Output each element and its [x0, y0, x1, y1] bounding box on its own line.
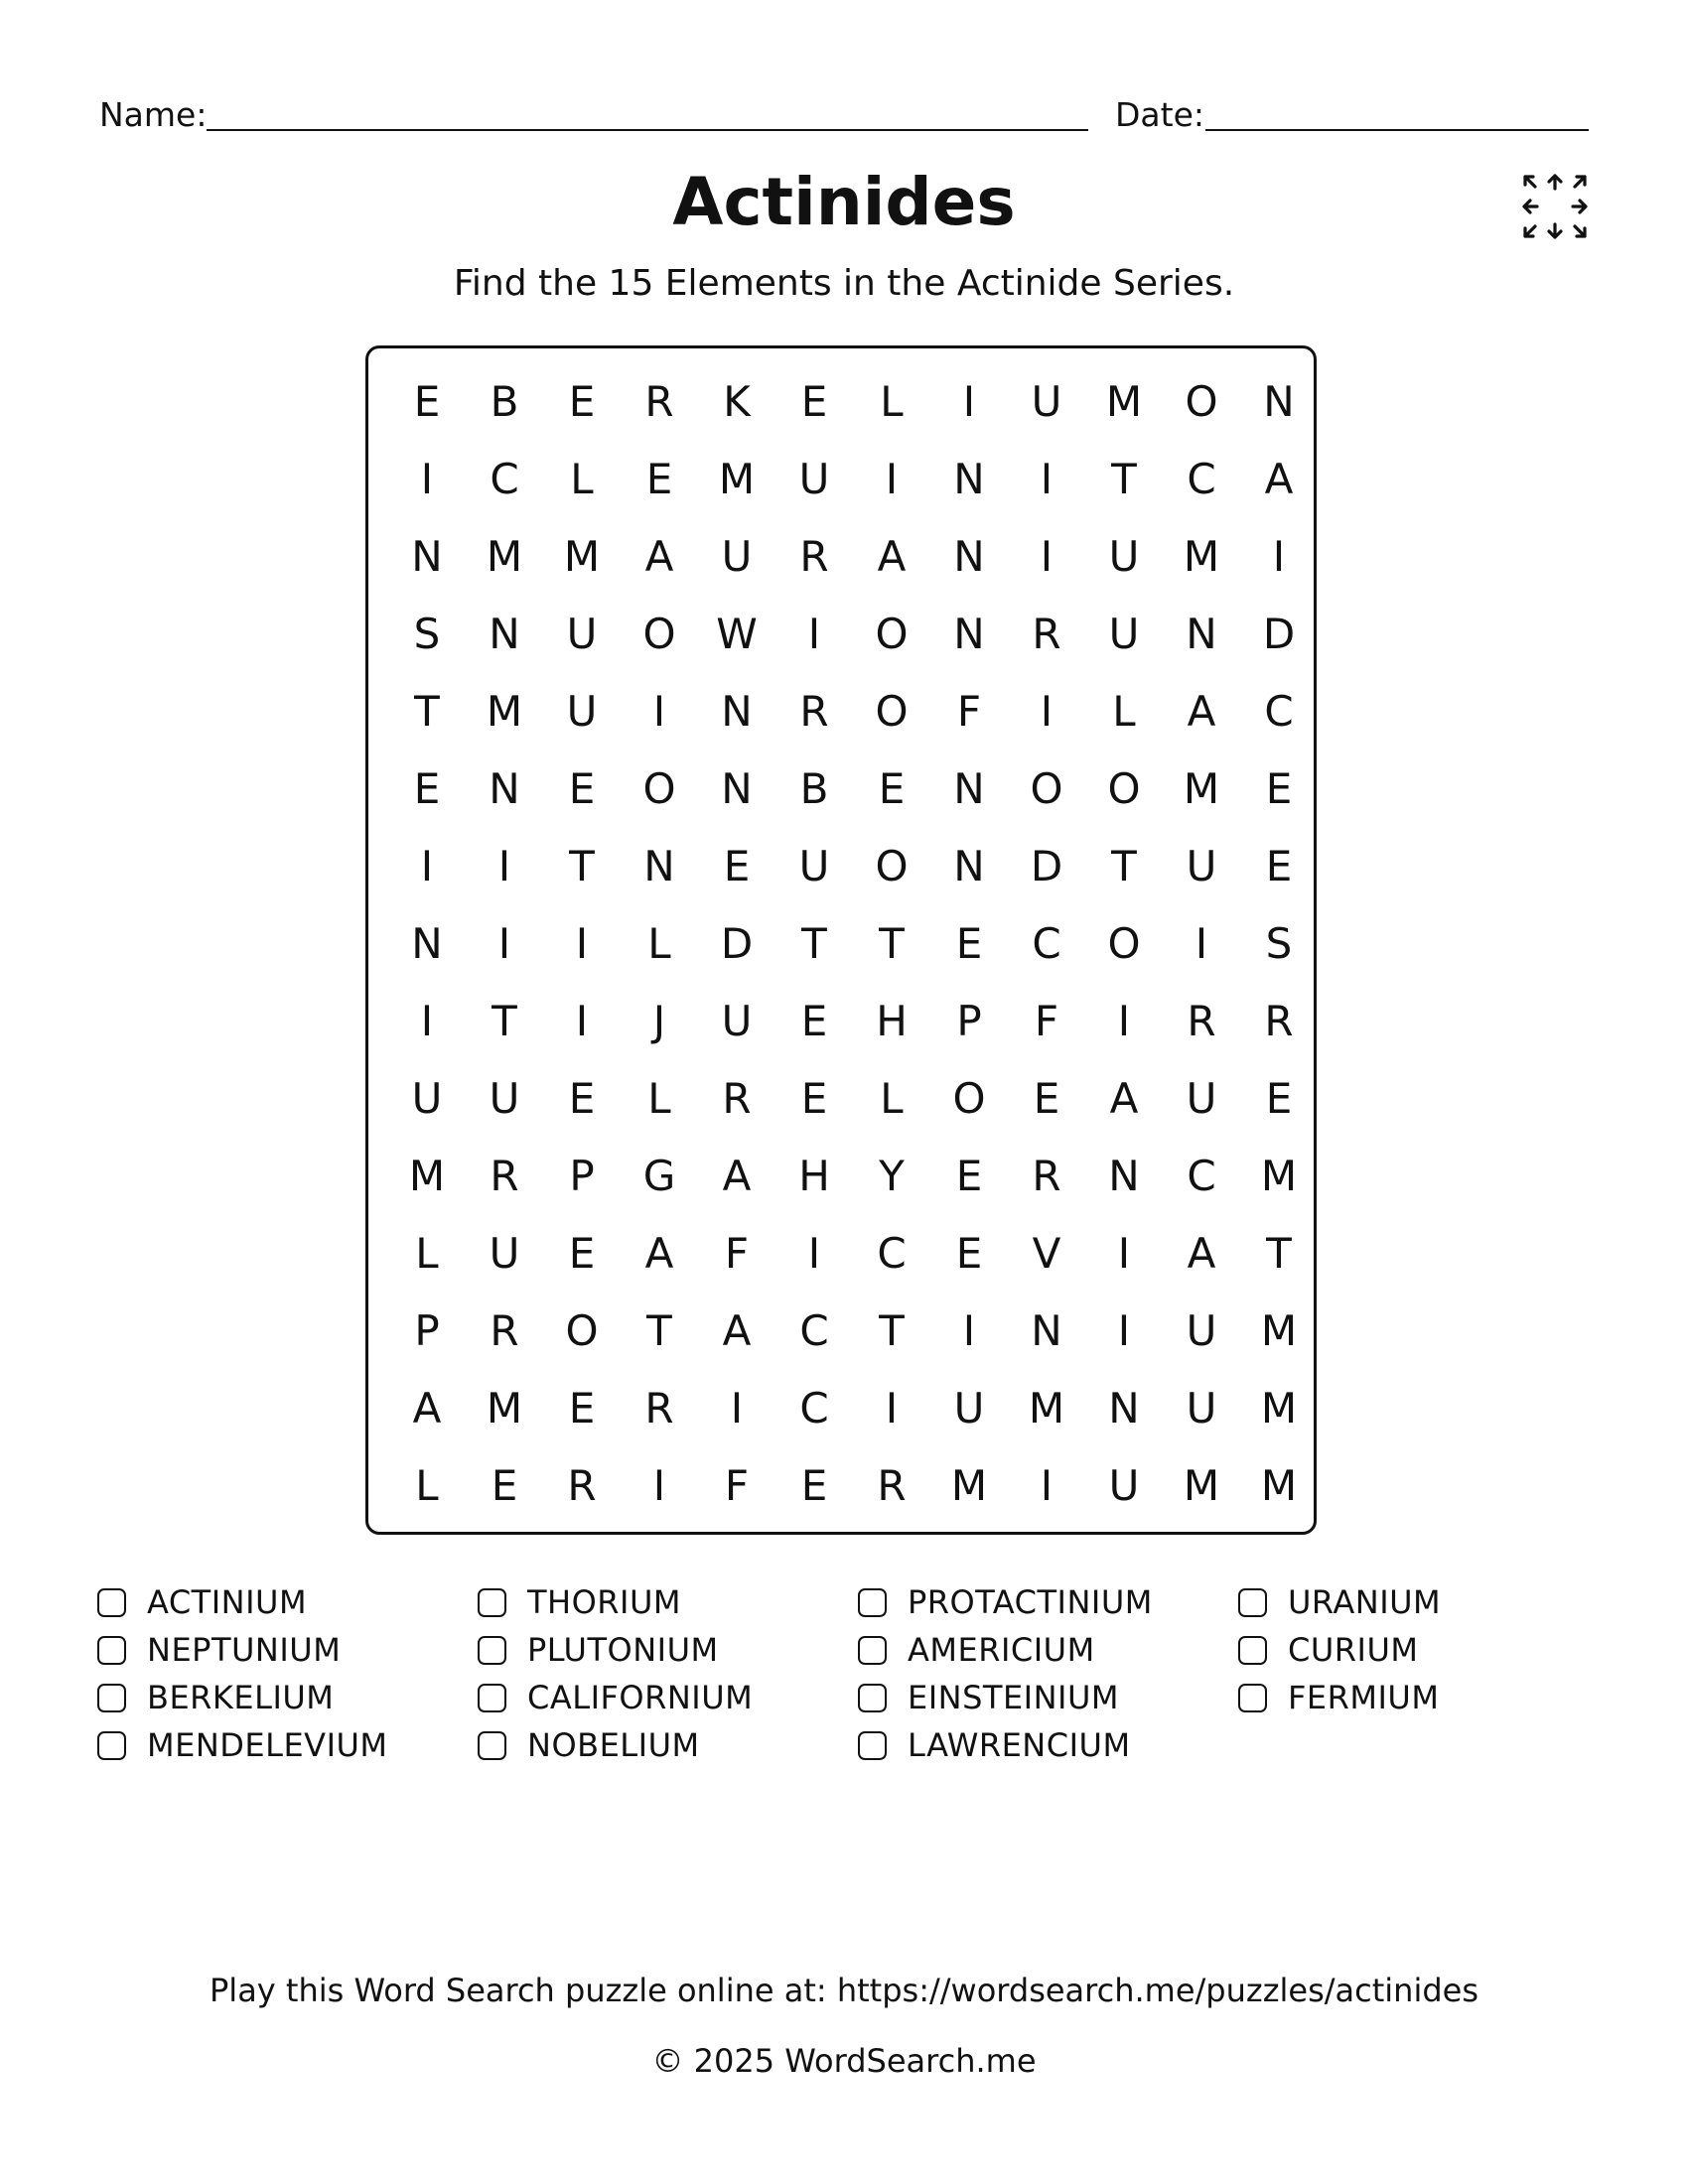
grid-letter[interactable]: A: [1187, 1228, 1216, 1278]
grid-letter[interactable]: I: [652, 1460, 666, 1510]
grid-letter[interactable]: U: [1186, 1383, 1217, 1433]
grid-letter[interactable]: L: [880, 376, 904, 426]
word-list-item: [1238, 1626, 1618, 1674]
grid-letter[interactable]: R: [490, 1305, 519, 1355]
grid-letter[interactable]: L: [647, 918, 671, 968]
grid-letter[interactable]: L: [1112, 686, 1136, 736]
grid-letter[interactable]: R: [1032, 609, 1061, 658]
grid-letter[interactable]: M: [1105, 376, 1143, 426]
grid-letter[interactable]: A: [644, 531, 674, 581]
word-label: EINSTEINIUM: [908, 1679, 1120, 1716]
grid-letter[interactable]: D: [1262, 609, 1296, 658]
grid-letter[interactable]: U: [798, 454, 830, 503]
grid-letter[interactable]: M: [1183, 531, 1220, 581]
grid-letter[interactable]: T: [492, 996, 517, 1045]
grid-letter[interactable]: J: [652, 996, 666, 1045]
grid-letter[interactable]: O: [875, 841, 909, 890]
grid-letter[interactable]: I: [807, 1228, 821, 1278]
word-checkbox[interactable]: [478, 1684, 506, 1712]
word-checkbox[interactable]: [97, 1684, 126, 1712]
grid-letter[interactable]: C: [1187, 1151, 1216, 1200]
grid-letter[interactable]: F: [1034, 996, 1059, 1045]
grid-letter[interactable]: M: [1260, 1460, 1298, 1510]
grid-letter[interactable]: E: [491, 1460, 518, 1510]
word-checkbox[interactable]: [97, 1731, 126, 1760]
grid-letter[interactable]: A: [1187, 686, 1216, 736]
grid-letter[interactable]: I: [1040, 454, 1054, 503]
grid-letter[interactable]: M: [950, 1460, 988, 1510]
grid-letter[interactable]: R: [799, 686, 829, 736]
grid-letter[interactable]: S: [1265, 918, 1293, 968]
grid-letter[interactable]: E: [645, 454, 673, 503]
grid-letter[interactable]: O: [1030, 763, 1063, 813]
grid-letter[interactable]: A: [722, 1305, 752, 1355]
grid-letter[interactable]: H: [876, 996, 908, 1045]
word-checkbox[interactable]: [1238, 1588, 1267, 1617]
word-list-item: [1238, 1578, 1618, 1626]
grid-letter[interactable]: E: [955, 1228, 983, 1278]
grid-letter[interactable]: I: [807, 609, 821, 658]
grid-letter[interactable]: U: [1031, 376, 1062, 426]
grid-letter[interactable]: I: [1117, 996, 1131, 1045]
grid-letter[interactable]: L: [570, 454, 594, 503]
word-list-item: [858, 1578, 1238, 1626]
grid-letter[interactable]: R: [722, 1073, 752, 1123]
grid-letter[interactable]: M: [1183, 763, 1220, 813]
grid-letter[interactable]: C: [799, 1383, 829, 1433]
word-label: AMERICIUM: [908, 1631, 1095, 1669]
grid-letter[interactable]: M: [486, 686, 523, 736]
grid-letter[interactable]: N: [1186, 609, 1217, 658]
grid-letter[interactable]: D: [720, 918, 754, 968]
word-checkbox[interactable]: [1238, 1684, 1267, 1712]
grid-letter[interactable]: C: [1032, 918, 1061, 968]
grid-letter[interactable]: U: [1108, 531, 1140, 581]
name-field[interactable]: [207, 129, 1088, 131]
grid-letter[interactable]: I: [730, 1383, 744, 1433]
grid-letter[interactable]: O: [642, 763, 676, 813]
grid-letter[interactable]: U: [411, 1073, 443, 1123]
grid-letter[interactable]: E: [413, 763, 441, 813]
word-label: FERMIUM: [1288, 1679, 1440, 1716]
grid-letter[interactable]: I: [885, 454, 899, 503]
grid-letter[interactable]: E: [568, 376, 596, 426]
grid-letter[interactable]: R: [644, 376, 674, 426]
word-label: BERKELIUM: [147, 1679, 335, 1716]
grid-letter[interactable]: M: [486, 531, 523, 581]
grid-letter[interactable]: P: [414, 1305, 440, 1355]
grid-letter[interactable]: N: [953, 609, 985, 658]
grid-letter[interactable]: T: [1266, 1228, 1292, 1278]
grid-letter[interactable]: L: [415, 1460, 439, 1510]
word-label: PLUTONIUM: [527, 1631, 719, 1669]
grid-letter[interactable]: T: [646, 1305, 672, 1355]
grid-letter[interactable]: U: [1186, 841, 1217, 890]
grid-letter[interactable]: I: [420, 996, 434, 1045]
grid-letter[interactable]: A: [644, 1228, 674, 1278]
grid-letter[interactable]: C: [877, 1228, 907, 1278]
grid-letter[interactable]: W: [716, 609, 758, 658]
word-label: LAWRENCIUM: [908, 1726, 1131, 1764]
grid-letter[interactable]: Y: [879, 1151, 905, 1200]
word-checkbox[interactable]: [478, 1588, 506, 1617]
copyright: © 2025 WordSearch.me: [651, 2042, 1037, 2080]
grid-letter[interactable]: O: [1107, 918, 1141, 968]
directions-arrows-icon: [1521, 173, 1589, 240]
grid-letter[interactable]: U: [566, 609, 598, 658]
grid-letter[interactable]: I: [1040, 531, 1054, 581]
grid-letter[interactable]: N: [953, 763, 985, 813]
word-label: PROTACTINIUM: [908, 1583, 1153, 1621]
grid-letter[interactable]: A: [1264, 454, 1294, 503]
grid-letter[interactable]: R: [1032, 1151, 1061, 1200]
grid-letter[interactable]: T: [879, 918, 905, 968]
grid-letter[interactable]: T: [879, 1305, 905, 1355]
grid-letter[interactable]: B: [799, 763, 829, 813]
grid-letter[interactable]: N: [1108, 1151, 1140, 1200]
word-checkbox[interactable]: [1238, 1636, 1267, 1665]
grid-letter[interactable]: N: [1108, 1383, 1140, 1433]
grid-letter[interactable]: O: [875, 686, 909, 736]
instructions: Find the 15 Elements in the Actinide Series.: [453, 263, 1235, 304]
grid-letter[interactable]: U: [1108, 1460, 1140, 1510]
word-checkbox[interactable]: [858, 1731, 887, 1760]
date-field[interactable]: [1205, 129, 1589, 131]
grid-letter[interactable]: G: [642, 1151, 676, 1200]
grid-letter[interactable]: I: [1040, 1460, 1054, 1510]
grid-letter[interactable]: I: [1117, 1305, 1131, 1355]
word-list-item: [478, 1721, 858, 1769]
grid-letter[interactable]: I: [1117, 1228, 1131, 1278]
grid-letter[interactable]: N: [489, 609, 520, 658]
word-list-item: [97, 1721, 478, 1769]
grid-letter[interactable]: C: [1187, 454, 1216, 503]
grid-letter[interactable]: R: [490, 1151, 519, 1200]
grid-letter[interactable]: E: [955, 1151, 983, 1200]
grid-letter[interactable]: S: [413, 609, 441, 658]
grid-letter[interactable]: E: [800, 1073, 828, 1123]
grid-letter[interactable]: C: [1264, 686, 1294, 736]
grid-letter[interactable]: N: [721, 686, 753, 736]
word-list-item: [858, 1721, 1238, 1769]
word-list-item: [1238, 1674, 1618, 1721]
grid-letter[interactable]: R: [644, 1383, 674, 1433]
grid-letter[interactable]: E: [800, 376, 828, 426]
grid-letter[interactable]: U: [721, 531, 753, 581]
word-list-item: [858, 1626, 1238, 1674]
grid-letter[interactable]: R: [877, 1460, 907, 1510]
word-checkbox[interactable]: [478, 1636, 506, 1665]
grid-letter[interactable]: L: [415, 1228, 439, 1278]
grid-letter[interactable]: N: [1263, 376, 1295, 426]
grid-letter[interactable]: C: [490, 454, 519, 503]
grid-letter[interactable]: D: [1030, 841, 1063, 890]
word-checkbox[interactable]: [858, 1588, 887, 1617]
grid-letter[interactable]: N: [1031, 1305, 1062, 1355]
word-list-item: [478, 1626, 858, 1674]
word-checkbox[interactable]: [478, 1731, 506, 1760]
word-label: URANIUM: [1288, 1583, 1442, 1621]
grid-letter[interactable]: U: [489, 1228, 520, 1278]
word-checkbox[interactable]: [97, 1636, 126, 1665]
grid-letter[interactable]: I: [1272, 531, 1286, 581]
page-title: Actinides: [672, 164, 1016, 240]
letter-grid: [388, 362, 1318, 1524]
grid-letter[interactable]: U: [1108, 609, 1140, 658]
grid-letter[interactable]: A: [412, 1383, 442, 1433]
grid-letter[interactable]: M: [563, 531, 601, 581]
word-list-item: [858, 1674, 1238, 1721]
grid-letter[interactable]: E: [568, 1383, 596, 1433]
word-checkbox[interactable]: [858, 1684, 887, 1712]
grid-letter[interactable]: U: [566, 686, 598, 736]
grid-letter[interactable]: K: [723, 376, 751, 426]
word-checkbox[interactable]: [97, 1588, 126, 1617]
word-checkbox[interactable]: [858, 1636, 887, 1665]
grid-letter[interactable]: E: [568, 1073, 596, 1123]
grid-letter[interactable]: I: [575, 996, 589, 1045]
grid-letter[interactable]: T: [414, 686, 440, 736]
grid-letter[interactable]: F: [724, 1460, 750, 1510]
grid-letter[interactable]: U: [721, 996, 753, 1045]
grid-letter[interactable]: E: [1033, 1073, 1060, 1123]
grid-letter[interactable]: H: [798, 1151, 830, 1200]
word-label: NEPTUNIUM: [147, 1631, 342, 1669]
grid-letter[interactable]: M: [1183, 1460, 1220, 1510]
grid-letter[interactable]: I: [1195, 918, 1208, 968]
grid-letter[interactable]: F: [956, 686, 982, 736]
name-date-row: [99, 91, 1589, 137]
grid-letter[interactable]: E: [723, 841, 751, 890]
grid-letter[interactable]: L: [647, 1073, 671, 1123]
grid-letter[interactable]: R: [1187, 996, 1216, 1045]
grid-letter[interactable]: E: [1265, 763, 1293, 813]
word-label: NOBELIUM: [527, 1726, 700, 1764]
grid-letter[interactable]: T: [1111, 841, 1137, 890]
grid-letter[interactable]: M: [408, 1151, 446, 1200]
word-list-item: [97, 1674, 478, 1721]
grid-letter[interactable]: I: [575, 918, 589, 968]
grid-letter[interactable]: M: [1028, 1383, 1065, 1433]
grid-letter[interactable]: T: [1111, 454, 1137, 503]
grid-letter[interactable]: O: [565, 1305, 599, 1355]
grid-letter[interactable]: M: [1260, 1383, 1298, 1433]
grid-letter[interactable]: U: [1186, 1305, 1217, 1355]
grid-letter[interactable]: I: [1040, 686, 1054, 736]
grid-letter[interactable]: M: [718, 454, 756, 503]
grid-letter[interactable]: I: [885, 1383, 899, 1433]
date-label: Date:: [1115, 95, 1204, 134]
grid-letter[interactable]: E: [878, 763, 906, 813]
grid-letter[interactable]: U: [1186, 1073, 1217, 1123]
grid-letter[interactable]: M: [486, 1383, 523, 1433]
grid-letter[interactable]: I: [420, 841, 434, 890]
grid-letter[interactable]: E: [568, 763, 596, 813]
grid-letter[interactable]: O: [1107, 763, 1141, 813]
grid-letter[interactable]: N: [953, 531, 985, 581]
grid-letter[interactable]: R: [799, 531, 829, 581]
grid-letter[interactable]: A: [722, 1151, 752, 1200]
grid-letter[interactable]: O: [642, 609, 676, 658]
online-link-text: Play this Word Search puzzle online at: https://wordsearch.me/puzzles/actinides: [210, 1972, 1478, 2009]
grid-letter[interactable]: N: [721, 763, 753, 813]
grid-letter[interactable]: P: [569, 1151, 595, 1200]
grid-letter[interactable]: I: [420, 454, 434, 503]
grid-letter[interactable]: B: [490, 376, 519, 426]
grid-letter[interactable]: I: [497, 918, 511, 968]
grid-letter[interactable]: U: [953, 1383, 985, 1433]
name-label: Name:: [99, 95, 208, 134]
grid-letter[interactable]: O: [952, 1073, 986, 1123]
word-label: THORIUM: [527, 1583, 681, 1621]
word-label: MENDELEVIUM: [147, 1726, 388, 1764]
grid-letter[interactable]: A: [1109, 1073, 1139, 1123]
grid-letter[interactable]: N: [411, 918, 443, 968]
word-list-item: [97, 1626, 478, 1674]
word-list-item: [478, 1674, 858, 1721]
word-list-item: [478, 1578, 858, 1626]
grid-letter[interactable]: F: [724, 1228, 750, 1278]
grid-letter[interactable]: R: [1264, 996, 1294, 1045]
grid-letter[interactable]: N: [411, 531, 443, 581]
puzzle-grid-frame: [365, 345, 1317, 1535]
grid-letter[interactable]: M: [1260, 1151, 1298, 1200]
grid-letter[interactable]: O: [1185, 376, 1218, 426]
grid-letter[interactable]: T: [569, 841, 595, 890]
grid-letter[interactable]: U: [798, 841, 830, 890]
grid-letter[interactable]: E: [800, 1460, 828, 1510]
grid-letter[interactable]: R: [567, 1460, 597, 1510]
word-list-item: [97, 1578, 478, 1626]
grid-letter[interactable]: V: [1032, 1228, 1061, 1278]
grid-letter[interactable]: N: [953, 841, 985, 890]
grid-letter[interactable]: I: [962, 1305, 976, 1355]
grid-letter[interactable]: E: [1265, 1073, 1293, 1123]
grid-letter[interactable]: A: [877, 531, 907, 581]
grid-letter[interactable]: T: [801, 918, 827, 968]
grid-letter[interactable]: E: [1265, 841, 1293, 890]
word-label: ACTINIUM: [147, 1583, 308, 1621]
grid-letter[interactable]: C: [799, 1305, 829, 1355]
grid-letter[interactable]: N: [643, 841, 675, 890]
word-label: CURIUM: [1288, 1631, 1419, 1669]
grid-letter[interactable]: E: [568, 1228, 596, 1278]
grid-letter[interactable]: U: [489, 1073, 520, 1123]
grid-letter[interactable]: E: [413, 376, 441, 426]
word-label: CALIFORNIUM: [527, 1679, 754, 1716]
grid-letter[interactable]: L: [880, 1073, 904, 1123]
grid-letter[interactable]: I: [652, 686, 666, 736]
grid-letter[interactable]: I: [962, 376, 976, 426]
grid-letter[interactable]: N: [953, 454, 985, 503]
grid-letter[interactable]: M: [1260, 1305, 1298, 1355]
grid-letter[interactable]: P: [956, 996, 982, 1045]
grid-letter[interactable]: I: [497, 841, 511, 890]
grid-letter[interactable]: N: [489, 763, 520, 813]
grid-letter[interactable]: E: [800, 996, 828, 1045]
grid-letter[interactable]: E: [955, 918, 983, 968]
word-list: [97, 1578, 1607, 1769]
grid-letter[interactable]: O: [875, 609, 909, 658]
